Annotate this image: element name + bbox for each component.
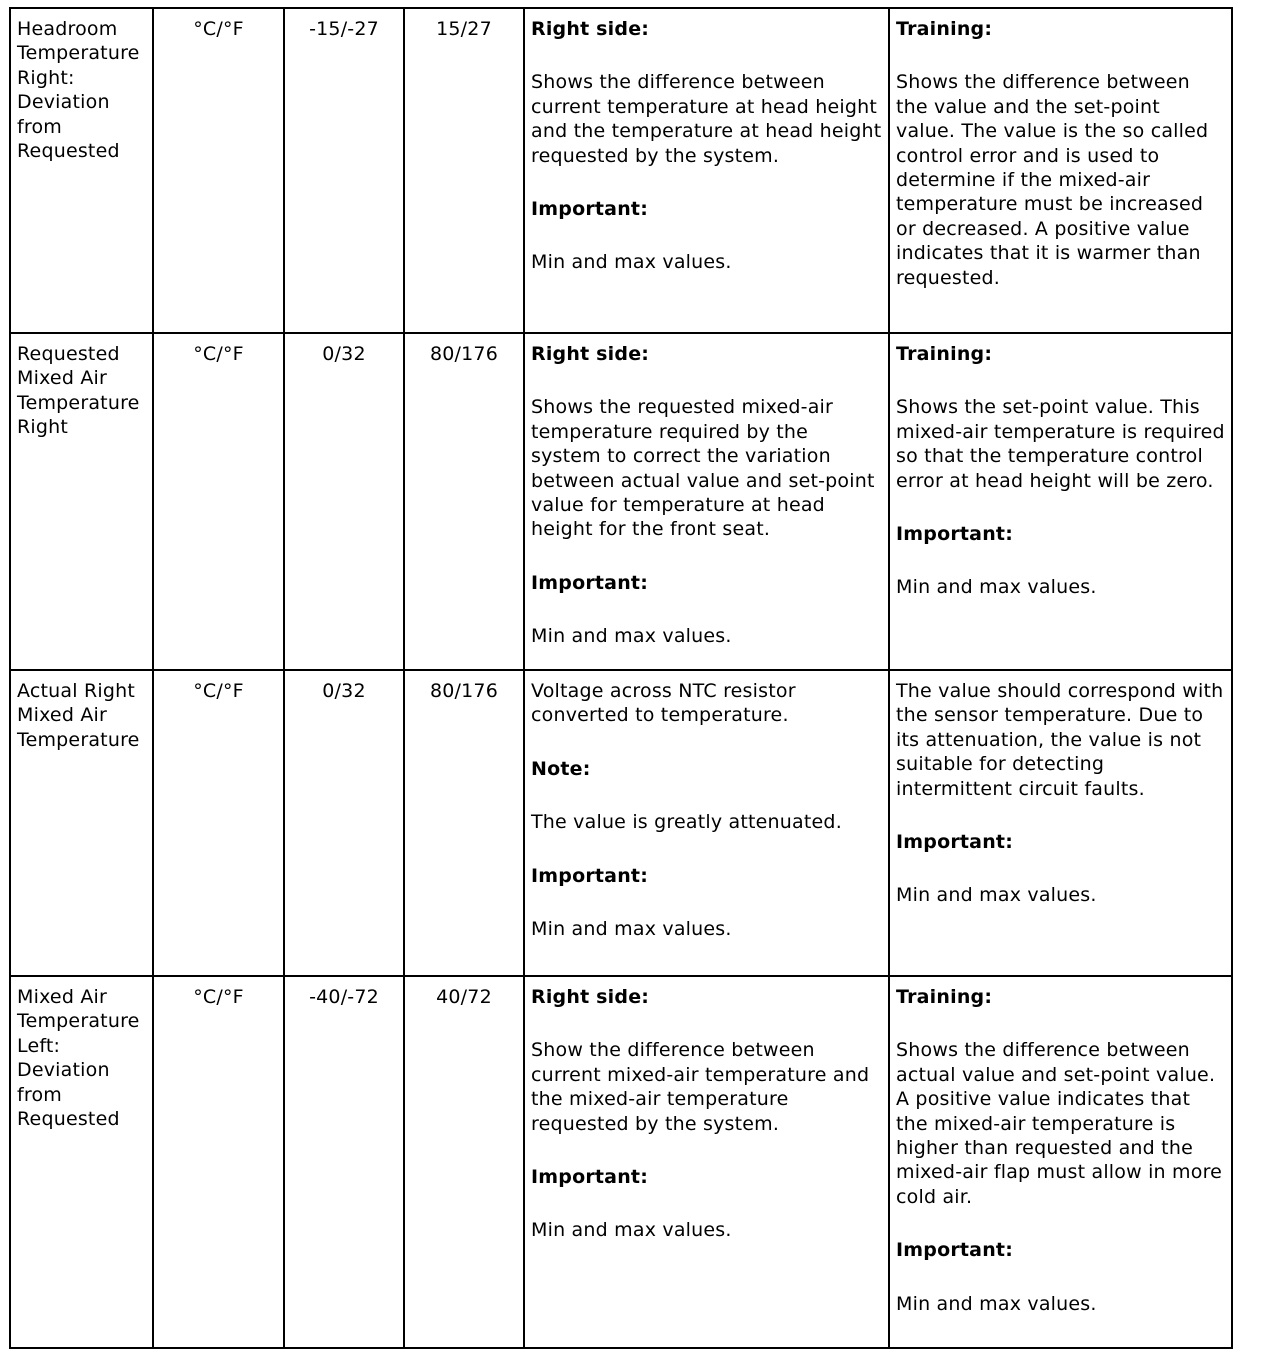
important-text: Min and max values. xyxy=(531,251,732,274)
important-text: Min and max values. xyxy=(896,576,1097,599)
table-row xyxy=(10,333,1232,670)
table-row xyxy=(10,670,1232,976)
min-value-cell: 0/32 xyxy=(284,670,404,976)
training-cell xyxy=(889,976,1232,1348)
table-row xyxy=(10,8,1232,333)
training-text: Shows the difference between actual value and set-point value. A positive value indicates that the mixed-air temperature is higher than requested and the mixed-air flap must allow in more cold air. xyxy=(896,1039,1223,1208)
training-cell xyxy=(889,8,1232,333)
parameter-name: Headroom Temperature Right: Deviation from Requested xyxy=(10,8,153,333)
description-heading: Right side: xyxy=(531,343,650,365)
important-heading: Important: xyxy=(531,571,649,594)
description-heading: Right side: xyxy=(531,18,650,40)
note-heading: Note: xyxy=(531,757,591,780)
description-cell xyxy=(524,670,889,976)
parameter-table xyxy=(9,7,1233,1349)
unit-cell: °C/°F xyxy=(153,333,284,670)
parameter-name: Actual Right Mixed Air Temperature xyxy=(10,670,153,976)
important-heading: Important: xyxy=(896,1239,1014,1262)
important-heading: Important: xyxy=(531,1166,649,1189)
training-heading: Training: xyxy=(896,986,993,1008)
description-text: Shows the difference between current temperature at head height and the temperature at head height requested by the system. xyxy=(531,71,882,167)
min-value-cell: 0/32 xyxy=(284,333,404,670)
description-cell xyxy=(524,333,889,670)
important-heading: Important: xyxy=(531,198,649,221)
note-text: The value is greatly attenuated. xyxy=(531,811,842,834)
description-text: Show the difference between current mixed-air temperature and the mixed-air temperature requested by the system. xyxy=(531,1039,870,1135)
important-heading: Important: xyxy=(896,831,1014,854)
description-cell xyxy=(524,976,889,1348)
training-heading: Training: xyxy=(896,18,993,40)
important-text: Min and max values. xyxy=(896,1292,1097,1315)
description-heading: Right side: xyxy=(531,986,650,1008)
description-cell xyxy=(524,8,889,333)
important-text: Min and max values. xyxy=(896,884,1097,907)
important-text: Min and max values. xyxy=(531,918,732,941)
min-value-cell: -15/-27 xyxy=(284,8,404,333)
training-text: Shows the difference between the value and the set-point value. The value is the so called control error and is used to determine if the mixed-air temperature must be increased or decreased. A positive value indicates that it is warmer than requested. xyxy=(896,71,1209,289)
description-text: Voltage across NTC resistor converted to temperature. xyxy=(531,680,796,727)
training-text: Shows the set-point value. This mixed-air temperature is required so that the temperature control error at head height will be zero. xyxy=(896,396,1225,492)
description-text: Shows the requested mixed-air temperature required by the system to correct the variation between actual value and set-point value for temperature at head height for the front seat. xyxy=(531,396,875,541)
unit-cell: °C/°F xyxy=(153,976,284,1348)
max-value-cell: 80/176 xyxy=(404,670,524,976)
training-cell xyxy=(889,670,1232,976)
important-text: Min and max values. xyxy=(531,1219,732,1242)
unit-cell: °C/°F xyxy=(153,670,284,976)
max-value-cell: 15/27 xyxy=(404,8,524,333)
training-text: The value should correspond with the sensor temperature. Due to its attenuation, the value is not suitable for detecting intermittent circuit faults. xyxy=(896,680,1224,800)
parameter-name: Requested Mixed Air Temperature Right xyxy=(10,333,153,670)
parameter-name: Mixed Air Temperature Left: Deviation from Requested xyxy=(10,976,153,1348)
unit-cell: °C/°F xyxy=(153,8,284,333)
important-heading: Important: xyxy=(531,864,649,887)
table-row xyxy=(10,976,1232,1348)
important-heading: Important: xyxy=(896,523,1014,546)
training-heading: Training: xyxy=(896,343,993,365)
training-cell xyxy=(889,333,1232,670)
max-value-cell: 40/72 xyxy=(404,976,524,1348)
min-value-cell: -40/-72 xyxy=(284,976,404,1348)
important-text: Min and max values. xyxy=(531,625,732,648)
max-value-cell: 80/176 xyxy=(404,333,524,670)
